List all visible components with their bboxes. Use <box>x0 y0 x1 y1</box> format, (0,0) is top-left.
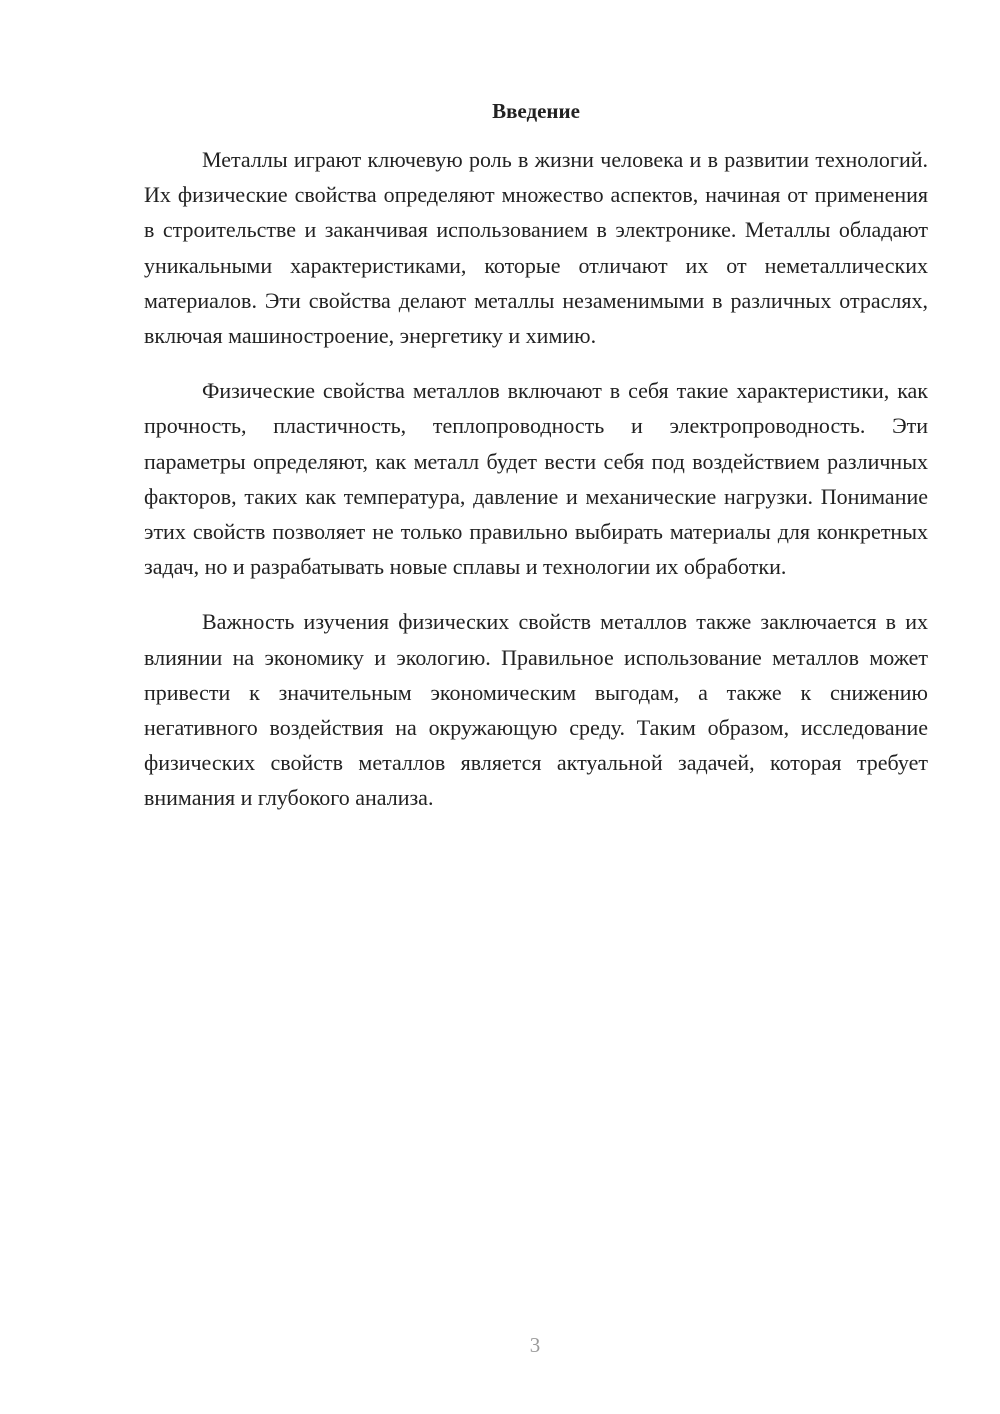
paragraph-1: Металлы играют ключевую роль в жизни человека и в развитии технологий. Их физические свойства определяют множество аспектов, начиная от применения в строительстве и заканчивая использованием в электронике. Металлы обладают уникальными характеристиками, которые отличают их от неметаллических материалов. Эти свойства делают металлы незаменимыми в различных отраслях, включая машиностроение, энергетику и химию. <box>144 147 928 349</box>
paragraph-2: Физические свойства металлов включают в себя такие характеристики, как прочность, пластичность, теплопроводность и электропроводность. Эти параметры определяют, как металл будет вести себя под воздействием различных факторов, таких как температура, давление и механические нагрузки. Понимание этих свойств позволяет не только правильно выбирать материалы для конкретных задач, но и разрабатывать новые сплавы и технологии их обработки. <box>144 378 928 580</box>
document-body <box>144 94 928 836</box>
paragraph-3: Важность изучения физических свойств металлов также заключается в их влиянии на экономику и экологию. Правильное использование металлов может привести к значительным экономическим выгодам, а также к снижению негативного воздействия на окружающую среду. Таким образом, исследование физических свойств металлов является актуальной задачей, которая требует внимания и глубокого анализа. <box>144 609 928 811</box>
section-title: Введение <box>492 99 580 123</box>
page-number: 3 <box>529 1333 541 1357</box>
